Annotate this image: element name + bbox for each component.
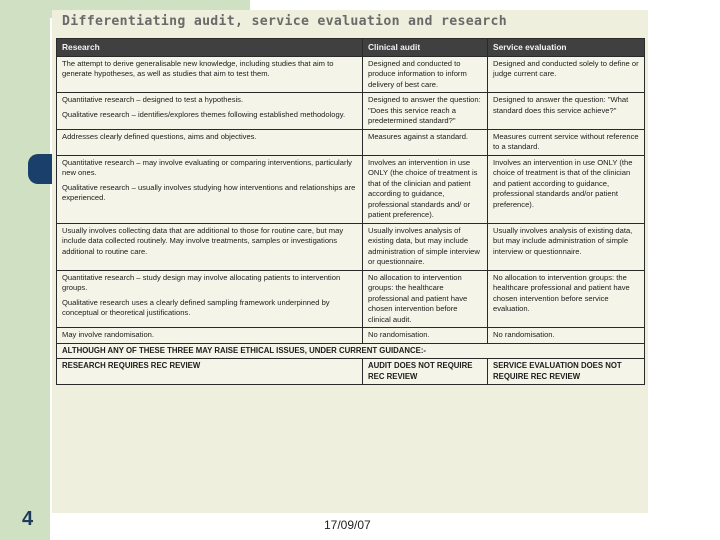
- service-cell: Designed and conducted solely to define or judge current care.: [488, 56, 645, 93]
- research-text: Usually involves collecting data that are additional to those for routine care, but may include data collected routinely. May involve treatments, samples or investigations additional to routine care.: [62, 225, 344, 256]
- research-text: Quantitative research – study design may involve allocating patients to intervention groups.: [62, 272, 341, 292]
- research-text: Quantitative research – designed to test a hypothesis.: [62, 95, 244, 104]
- research-cell: [57, 129, 363, 155]
- research-cell: [57, 93, 363, 130]
- audit-cell: Involves an intervention in use ONLY (the choice of treatment is that of the clinician and patient according to guidance, professional standards and/ or patient preference).: [363, 155, 488, 223]
- research-text: Qualitative research uses a clearly defined sampling framework underpinned by conceptual or theoretical justifications.: [62, 297, 330, 317]
- audit-cell: No allocation to intervention groups: the healthcare professional and patient have chosen intervention before clinical audit.: [363, 270, 488, 328]
- audit-review-cell: AUDIT DOES NOT REQUIRE REC REVIEW: [363, 359, 488, 385]
- header-service-evaluation: Service evaluation: [488, 39, 645, 57]
- comparison-table: [56, 38, 645, 385]
- research-text: May involve randomisation.: [62, 330, 155, 339]
- table-row: [57, 129, 645, 155]
- research-text: Quantitative research – may involve evaluating or comparing interventions, particularly new ones.: [62, 157, 352, 177]
- service-cell: Designed to answer the question: "What standard does this service achieve?": [488, 93, 645, 130]
- audit-cell: No randomisation.: [363, 328, 488, 344]
- review-row: [57, 359, 645, 385]
- research-cell: [57, 328, 363, 344]
- research-cell: [57, 223, 363, 270]
- service-cell: No randomisation.: [488, 328, 645, 344]
- research-cell: [57, 155, 363, 223]
- header-research: Research: [57, 39, 363, 57]
- table-row: [57, 223, 645, 270]
- research-cell: [57, 56, 363, 93]
- research-text: Qualitative research – usually involves studying how interventions and relationships are experienced.: [62, 182, 356, 202]
- service-cell: No allocation to intervention groups: the healthcare professional and patient have chosen intervention before service evaluation.: [488, 270, 645, 328]
- audit-cell: Usually involves analysis of existing data, but may include administration of simple interview or questionnaire.: [363, 223, 488, 270]
- audit-cell: Designed and conducted to produce information to inform delivery of best care.: [363, 56, 488, 93]
- ethics-note-row: [57, 343, 645, 359]
- header-row: [57, 39, 645, 57]
- left-decorative-band: [0, 0, 50, 540]
- service-cell: Measures current service without reference to a standard.: [488, 129, 645, 155]
- table-row: [57, 270, 645, 328]
- table-row: [57, 155, 645, 223]
- service-cell: Usually involves analysis of existing data, but may include administration of simple interview or questionnaire.: [488, 223, 645, 270]
- table-row: [57, 328, 645, 344]
- slide-marker-tab: [28, 154, 54, 184]
- header-clinical-audit: Clinical audit: [363, 39, 488, 57]
- document-title: Differentiating audit, service evaluation and research: [62, 14, 507, 29]
- table-row: [57, 56, 645, 93]
- service-review-cell: SERVICE EVALUATION DOES NOT REQUIRE REC REVIEW: [488, 359, 645, 385]
- service-cell: Involves an intervention in use ONLY (the choice of treatment is that of the clinician and patient according to guidance, professional standards and/or patient preference).: [488, 155, 645, 223]
- research-text: Qualitative research – identifies/explores themes following established methodology.: [62, 109, 346, 119]
- audit-cell: Measures against a standard.: [363, 129, 488, 155]
- research-text: Addresses clearly defined questions, aims and objectives.: [62, 131, 257, 141]
- audit-cell: Designed to answer the question: "Does this service reach a predetermined standard?": [363, 93, 488, 130]
- table-row: [57, 93, 645, 130]
- research-cell: [57, 270, 363, 328]
- slide-number: 4: [22, 508, 34, 530]
- slide-date: 17/09/07: [324, 518, 371, 532]
- research-text: The attempt to derive generalisable new knowledge, including studies that aim to generate hypotheses, as well as studies that aim to test them.: [62, 58, 334, 78]
- ethics-note: ALTHOUGH ANY OF THESE THREE MAY RAISE ETHICAL ISSUES, UNDER CURRENT GUIDANCE:-: [57, 343, 645, 359]
- research-review-cell: RESEARCH REQUIRES REC REVIEW: [57, 359, 363, 385]
